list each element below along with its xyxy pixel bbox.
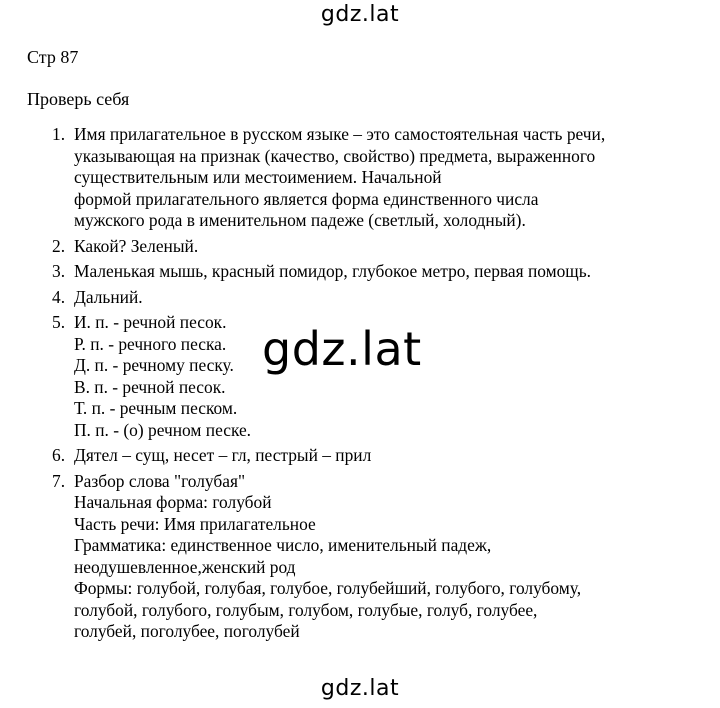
answer-line: Дятел – сущ, несет – гл, пестрый – прил [74,445,372,465]
answer-item [52,445,712,467]
page-title: Стр 87 [27,47,79,67]
answer-number: 6. [52,445,66,465]
answer-line: Грамматика: единственное число, именительный падеж, [74,535,492,555]
answer-line: Т. п. - речным песком. [74,398,238,418]
answer-line: неодушевленное,женский род [74,556,296,577]
answer-line: Начальная форма: голубой [74,492,272,512]
watermark-bottom: gdz.lat [320,676,400,701]
answer-number: 7. [52,470,66,491]
answer-line: Маленькая мышь, красный помидор, глубокое метро, первая помощь. [74,261,591,281]
answer-line: Имя прилагательное в русском языке – это самостоятельная часть речи, [74,124,606,144]
answer-line: В. п. - речной песок. [74,376,226,397]
answer-line: Разбор слова "голубая" [74,470,246,491]
answer-item [52,236,712,258]
answer-line: мужского рода в именительном падеже (светлый, холодный). [74,210,526,230]
answer-line: Д. п. - речному песку. [74,355,234,375]
answer-number: 2. [52,235,66,256]
answer-line: голубей, поголубее, поголубей [74,621,300,641]
answer-line: Дальний. [74,286,143,307]
answer-line: Р. п. - речного песка. [74,333,227,354]
answer-line: Формы: голубой, голубая, голубое, голубейший, голубого, голубому, [74,578,582,598]
answer-line: указывающая на признак (качество, свойство) предмета, выраженного [74,145,596,166]
answer-number: 1. [52,124,66,144]
answer-item [52,471,712,643]
answer-number: 3. [52,261,66,281]
watermark-top: gdz.lat [320,2,400,27]
answer-list [52,124,712,647]
answer-line: Часть речи: Имя прилагательное [74,513,316,534]
answer-line: существительным или местоимением. Начальной [74,167,442,187]
answer-line: П. п. - (о) речном песке. [74,419,252,440]
answer-number: 4. [52,286,66,307]
answer-line: формой прилагательного является форма единственного числа [74,188,539,209]
answer-line: Какой? Зеленый. [74,235,199,256]
answer-line: голубой, голубого, голубым, голубом, голубые, голуб, голубее, [74,599,538,620]
answer-item [52,124,712,232]
answer-item [52,261,712,283]
section-title: Проверь себя [27,89,130,109]
watermark-middle: gdz.lat [262,322,422,376]
answer-line: И. п. - речной песок. [74,312,227,332]
answer-item [52,287,712,309]
answer-number: 5. [52,312,66,332]
